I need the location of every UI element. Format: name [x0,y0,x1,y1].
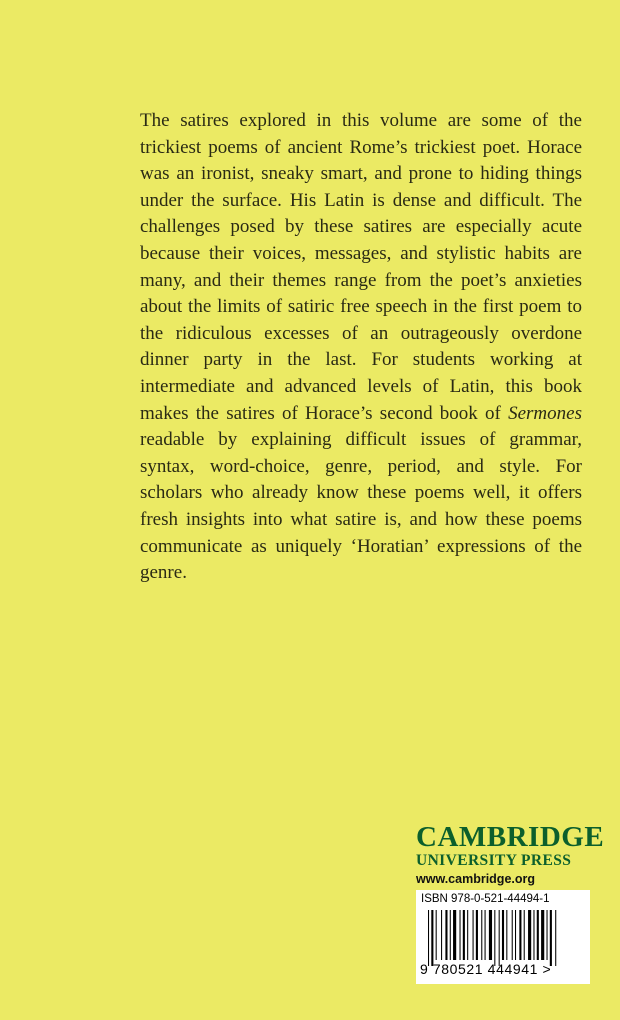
barcode-bar [506,910,507,960]
barcode-bar [431,910,433,966]
barcode-bar [502,910,504,960]
barcode-bar [537,910,539,960]
barcode-bar [489,910,492,960]
publisher-name: CAMBRIDGE [416,821,605,853]
barcode-bar [528,910,531,960]
barcode-bar [428,910,429,966]
barcode-digits: 9 780521 444941 > [420,961,552,977]
barcode-bar [476,910,478,960]
blurb-text-part2: readable by explaining difficult issues of grammar, syntax, word-choice, genre, period, and style. For scholars who already know these poems well, it offers fresh insights into what satire is, and how these poems communicate as uniquely ‘Horatian’ expressions of the genre. [140,429,582,584]
barcode-bar [473,910,474,960]
barcode-bar [467,910,468,960]
barcode-bar [436,910,437,960]
barcode-bar [547,910,548,960]
barcode-bar [494,910,495,966]
barcode-bar [481,910,482,960]
publisher-url: www.cambridge.org [416,872,536,886]
barcode-bar [460,910,461,960]
barcode-bar [524,910,525,960]
barcode-bar [512,910,513,960]
isbn-label: ISBN 978-0-521-44494-1 [421,893,550,905]
publisher-logo [416,821,605,888]
barcode-bar [445,910,447,960]
barcode-bar [450,910,451,960]
barcode-bar [533,910,534,960]
back-cover-blurb [140,108,582,587]
barcode-bar [441,910,442,960]
barcode-bar [515,910,516,960]
barcode-bar [453,910,456,960]
barcode-bar [519,910,521,960]
blurb-italic-title: Sermones [508,402,582,424]
isbn-barcode-box [416,890,590,984]
barcode-bar [550,910,552,966]
barcode-bar [541,910,544,960]
publisher-subtitle: UNIVERSITY PRESS [416,852,572,869]
barcode-bar [499,910,500,966]
barcode-bar [485,910,486,960]
barcode-bar [463,910,465,960]
barcode-bar [555,910,556,966]
blurb-text-part1: The satires explored in this volume are some of the trickiest poems of ancient Rome’s trickiest poet. Horace was an ironist, sneaky smart, and prone to hiding things under the surface. His Latin is dense and difficult. The challenges posed by these satires are especially acute because their voices, messages, and stylistic habits are many, and their themes range from the poet’s anxieties about the limits of satiric free speech in the first poem to the ridiculous excesses of an outrageously overdone dinner party in the last. For students working at intermediate and advanced levels of Latin, this book makes the satires of Horace’s second book of [140,110,582,424]
